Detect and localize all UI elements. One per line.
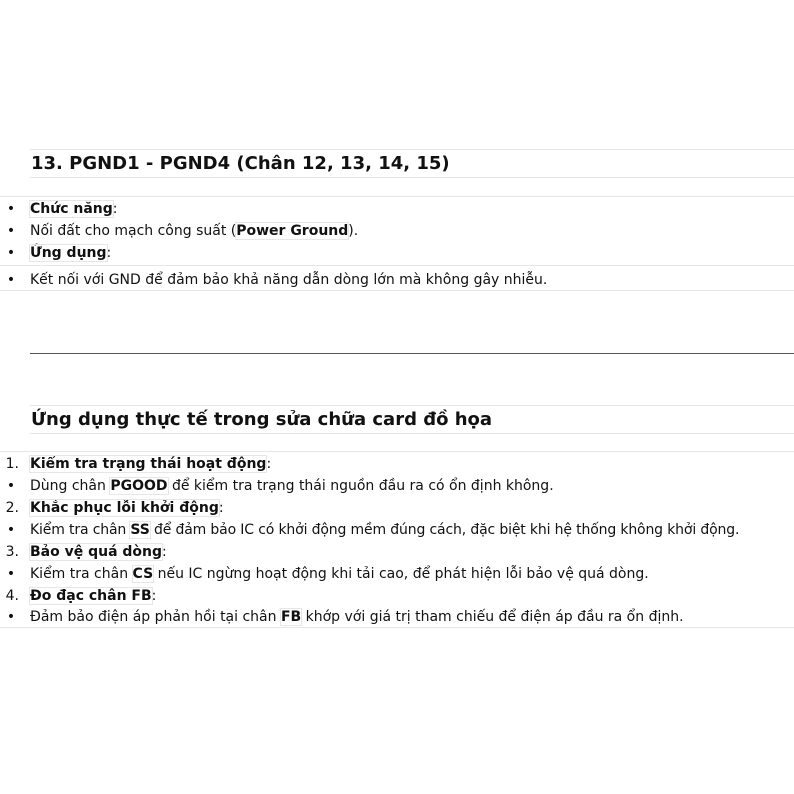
bold-term: Kiểm tra trạng thái hoạt động <box>30 456 267 472</box>
text-fragment: : <box>112 201 118 217</box>
bold-term: Ứng dụng <box>30 245 107 261</box>
text-fragment: ). <box>348 223 359 239</box>
bold-term: FB <box>280 609 302 625</box>
list-marker: • <box>6 272 16 288</box>
section-heading-applications <box>30 405 794 434</box>
divider <box>0 265 794 266</box>
list-marker: • <box>6 478 16 494</box>
list-item <box>0 269 794 291</box>
text-fragment: khớp với giá trị tham chiếu để điện áp đầu ra ổn định. <box>301 609 684 625</box>
text-fragment: : <box>106 245 112 261</box>
bold-term: CS <box>132 566 154 582</box>
list-item <box>0 541 794 563</box>
list-number: 4. <box>5 588 19 604</box>
bold-term: SS <box>130 522 150 538</box>
list-item <box>0 453 794 475</box>
list-item-text <box>30 475 554 497</box>
list-item-text <box>30 541 167 563</box>
text-fragment: để kiểm tra trạng thái nguồn đầu ra có ổn định không. <box>167 478 554 494</box>
section-heading-text: Ứng dụng thực tế trong sửa chữa card đồ họa <box>31 409 493 430</box>
text-fragment: Kết nối với GND để đảm bảo khả năng dẫn dòng lớn mà không gây nhiễu. <box>30 272 548 288</box>
list-item <box>0 585 794 607</box>
list-item <box>0 220 794 242</box>
bold-term: Khắc phục lỗi khởi động <box>30 500 219 516</box>
list-number: 2. <box>5 500 19 516</box>
divider <box>0 451 794 452</box>
list-item-text <box>30 497 224 519</box>
text-fragment: Nối đất cho mạch công suất ( <box>30 223 237 239</box>
list-item <box>0 519 794 541</box>
list-item <box>0 563 794 585</box>
list-item-text <box>30 198 118 220</box>
text-fragment: để đảm bảo IC có khởi động mềm đúng cách, đặc biệt khi hệ thống không khởi động. <box>149 522 740 538</box>
list-item <box>0 606 794 628</box>
list-item-text <box>30 242 111 264</box>
bold-term: Chức năng <box>30 201 113 217</box>
text-fragment: Kiểm tra chân <box>30 522 131 538</box>
divider <box>0 290 794 291</box>
list-item-text <box>30 269 547 291</box>
bold-term: Power Ground <box>236 223 349 239</box>
text-fragment: nếu IC ngừng hoạt động khi tải cao, để phát hiện lỗi bảo vệ quá dòng. <box>153 566 649 582</box>
list-item-text <box>30 453 271 475</box>
list-item-text <box>30 606 684 628</box>
text-fragment: : <box>266 456 272 472</box>
list-item <box>0 198 794 220</box>
list-number: 3. <box>5 544 19 560</box>
list-marker: • <box>6 609 16 625</box>
list-marker: • <box>6 566 16 582</box>
divider <box>0 196 794 197</box>
list-marker: • <box>6 522 16 538</box>
list-item-text <box>30 519 739 541</box>
list-item-text <box>30 585 156 607</box>
list-item-text <box>30 220 358 242</box>
list-item <box>0 242 794 264</box>
divider <box>0 627 794 628</box>
text-fragment: Dùng chân <box>30 478 111 494</box>
horizontal-rule <box>30 353 794 354</box>
bold-term: Bảo vệ quá dòng <box>30 544 163 560</box>
bold-term: PGOOD <box>110 478 168 494</box>
list-marker: • <box>6 201 16 217</box>
text-fragment: : <box>151 588 157 604</box>
list-marker: • <box>6 223 16 239</box>
bold-term: Đo đạc chân FB <box>30 588 152 604</box>
list-item <box>0 497 794 519</box>
text-fragment: Kiểm tra chân <box>30 566 133 582</box>
text-fragment: Đảm bảo điện áp phản hồi tại chân <box>30 609 281 625</box>
list-marker: • <box>6 245 16 261</box>
list-item <box>0 475 794 497</box>
section-heading-text: 13. PGND1 - PGND4 (Chân 12, 13, 14, 15) <box>31 153 450 174</box>
section-heading-pgnd <box>30 149 794 178</box>
list-number: 1. <box>5 456 19 472</box>
list-item-text <box>30 563 649 585</box>
text-fragment: : <box>218 500 224 516</box>
text-fragment: : <box>162 544 167 560</box>
